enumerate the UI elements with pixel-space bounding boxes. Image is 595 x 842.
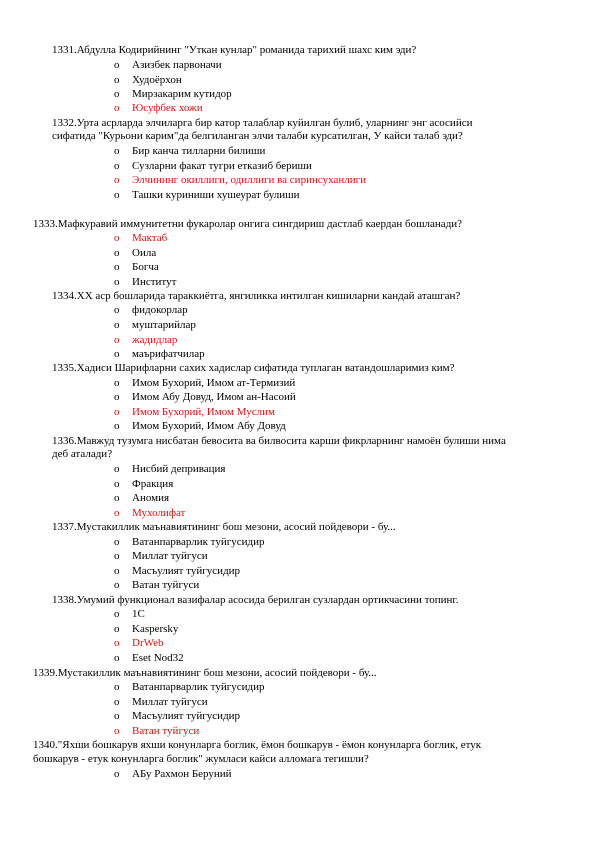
option: o Фракция	[114, 478, 174, 490]
question-1331: 1331.Абдулла Кодирийнинг "Уткан кунлар" романида тарихий шахс ким эди?	[52, 44, 417, 56]
option: o муштарийлар	[114, 319, 196, 331]
option-correct: o жадидлар	[114, 334, 178, 346]
question-1336-line1: 1336.Мавжуд тузумга нисбатан бевосита ва билвосита карши фикрларнинг намоён булиши нима	[52, 435, 506, 447]
option-correct: o Ватан туйгуси	[114, 725, 200, 737]
option: o Имом Бухорий, Имом ат-Термизий	[114, 377, 296, 389]
question-1336-line2: деб аталади?	[52, 448, 113, 460]
question-1337: 1337.Мустакиллик маънавиятининг бош мезони, асосий пойдевори - бу...	[52, 521, 396, 533]
question-1339: 1339.Мустакиллик маънавиятининг бош мезони, асосий пойдевори - бу...	[33, 667, 377, 679]
option: o Сузларни факат тугри етказиб бериши	[114, 160, 312, 172]
question-1334: 1334.XX аср бошларида тараккиётга, янгиликка интилган кишиларни кандай аташган?	[52, 290, 461, 302]
option: o Институт	[114, 276, 177, 288]
option: o Бир канча тилларни билиши	[114, 145, 266, 157]
option: o маърифатчилар	[114, 348, 205, 360]
option: o Азизбек парвоначи	[114, 59, 222, 71]
option: o Kaspersky	[114, 623, 179, 635]
option-correct: o DrWeb	[114, 637, 164, 649]
question-1338: 1338.Умумий функционал вазифалар асосида берилган сузлардан ортикчасини топинг.	[52, 594, 459, 606]
option: o 1C	[114, 608, 145, 620]
option-correct: o Элчининг окиллиги, одиллиги ва сиринсуханлиги	[114, 174, 366, 186]
question-1332-line2: сифатида "Курьони карим"да белгиланган элчи талаби курсатилган, У кайси талаб эди?	[52, 130, 463, 142]
option-correct: o Имом Бухорий, Имом Муслим	[114, 406, 275, 418]
option: o Ватанпарварлик туйгусидир	[114, 536, 265, 548]
option: o Имом Бухорий, Имом Абу Довуд	[114, 420, 286, 432]
option: o Eset Nod32	[114, 652, 184, 664]
option: o Миллат туйгуси	[114, 696, 208, 708]
option: o фидокорлар	[114, 304, 188, 316]
option: o Миллат туйгуси	[114, 550, 208, 562]
option: o Ташки куриниши хушеурат булиши	[114, 189, 300, 201]
question-1332-line1: 1332.Урта асрларда элчиларга бир катор талаблар куйилган булиб, уларнинг энг асосийси	[52, 117, 473, 129]
question-1340-line1: 1340."Яхши бошкарув яхши конунларга боглик, ёмон бошкарув - ёмон конунларга боглик, етук	[33, 739, 482, 751]
option: o АБу Рахмон Беруний	[114, 768, 232, 780]
option-correct: o Юсуфбек хожи	[114, 102, 203, 114]
option-correct: o Мактаб	[114, 232, 168, 244]
question-1340-line2: бошкарув - етук конунларга боглик" жумласи кайси алломага тегишли?	[33, 753, 369, 765]
option: o Мирзакарим кутидор	[114, 88, 232, 100]
option: o Нисбий депривация	[114, 463, 226, 475]
option: o Масъулият туйгусидир	[114, 710, 241, 722]
option: o Ватанпарварлик туйгусидир	[114, 681, 265, 693]
option: o Ватан туйгуси	[114, 579, 200, 591]
question-1335: 1335.Хадиси Шарифларни сахих хадислар сифатида туплаган ватандошларимиз ким?	[52, 362, 455, 374]
option: o Оила	[114, 247, 157, 259]
option: o Имом Абу Довуд, Имом ан-Насоий	[114, 391, 296, 403]
option: o Богча	[114, 261, 159, 273]
option: o Масъулият туйгусидир	[114, 565, 241, 577]
option-correct: o Мухолифат	[114, 507, 186, 519]
option: o Худоёрхон	[114, 74, 182, 86]
option: o Аномия	[114, 492, 170, 504]
question-1333: 1333.Мафкуравий иммунитетни фукаролар онгига сингдириш дастлаб каердан бошланади?	[33, 218, 463, 230]
